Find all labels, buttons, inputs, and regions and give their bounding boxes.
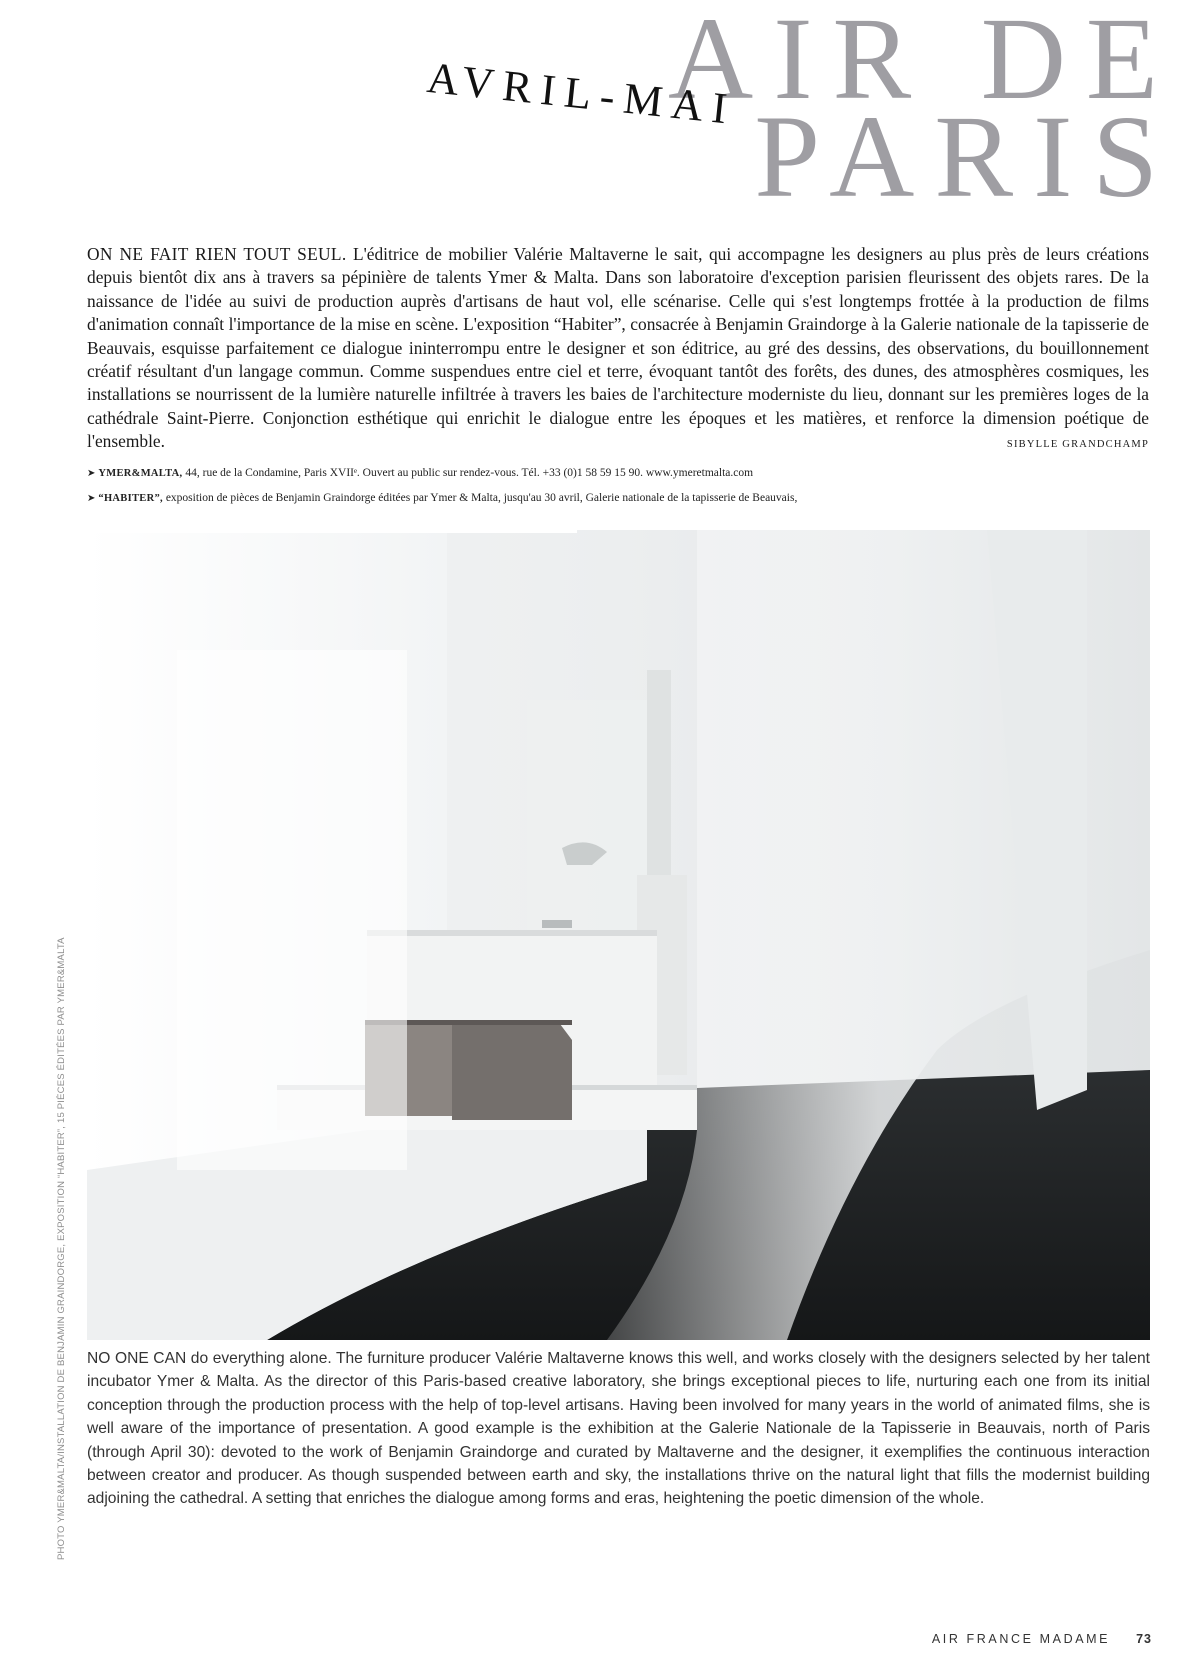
article-english: NO ONE CAN do everything alone. The furniture producer Valérie Maltaverne knows this well, and works closely with the designers selected by her talent incubator Ymer & Malta. As the director of this Paris-based creative laboratory, she brings exceptional pieces to life, nurturing each one from its initial conception through the production process with the help of top-level artisans. Having been involved for many years in the world of animated films, she is well aware of the importance of presentation. A good example is the exhibition at the Galerie Nationale de la Tapisserie in Beauvais, north of Paris (through April 30): devoted to the work of Benjamin Graindorge and curated by Maltaverne and the designer, it exemplifies the continuous interaction between creator and producer. As though suspended between earth and sky, the installations thrive on the natural light that fills the modernist building adjoining the cathedral. A setting that enriches the dialogue among forms and eras, heightening the poetic dimension of the whole. (87, 1350, 1150, 1508)
page-number: 73 (1136, 1632, 1152, 1646)
article-french-body: L'éditrice de mobilier Valérie Maltaverne le sait, qui accompagne les designers au plus près de leurs créations depuis bientôt dix ans à travers sa pépinière de talents Ymer & Malta. Dans son laboratoire d'exception parisien fleurissent des objets rares. De la naissance de l'idée au suivi de production auprès d'artisans de haut vol, elle scénarise. Celle qui s'est longtemps frottée à la production de films d'animation connaît l'importance de la mise en scène. L'exposition “Habiter”, consacrée à Benjamin Graindorge à la Galerie nationale de la tapisserie de Beauvais, esquisse parfaitement ce dialogue ininterrompu entre le designer et son éditrice, au gré des dessins, des observations, du bouillonnement créatif résultant d'un langage commun. Comme suspendues entre ciel et terre, évoquant tantôt des forêts, des dunes, des atmosphères cosmiques, les installations se nourrissent de la lumière naturelle infiltrée à travers les baies de l'architecture moderniste du lieu, donnant sur les premières loges de la cathédrale Saint-Pierre. Conjonction esthétique qui enrichit le dialogue entre les époques et les matières, et renforce la dimension poétique de l'ensemble. (87, 244, 1149, 452)
photo-notch (87, 514, 577, 533)
info-text: 44, rue de la Condamine, Paris XVIIᵉ. Ouvert au public sur rendez-vous. Tél. +33 (0)1 58 59 15 90. www.ymeretmalta.com (182, 467, 754, 479)
info-ymer-malta (87, 465, 1147, 482)
article-french (87, 243, 1149, 457)
info-name: “HABITER”, (98, 493, 163, 504)
byline: SIBYLLE GRANDCHAMP (1006, 439, 1149, 451)
installation-photo-illustration (87, 530, 1150, 1340)
photo-credit: PHOTO YMER&MALTA/INSTALLATION DE BENJAMIN GRAINDORGE, EXPOSITION “HABITER”, 15 PIÈCES ÉDITÉES PAR YMER&MALTA (56, 937, 67, 1560)
info-habiter (87, 490, 1147, 507)
magazine-name: AIR FRANCE MADAME (931, 1632, 1111, 1646)
article-french-lead: ON NE FAIT RIEN TOUT SEUL. (87, 244, 347, 264)
exhibition-photo (87, 530, 1150, 1340)
title-air-de: AIR DE (667, 0, 1178, 124)
info-name: YMER&MALTA, (98, 468, 183, 479)
arrow-bullet-icon: ➤ (87, 493, 96, 504)
title-paris: PARIS (754, 91, 1178, 222)
info-text: exposition de pièces de Benjamin Graindorge éditées par Ymer & Malta, jusqu'au 30 avril, Galerie nationale de la tapisserie de Beauvais, (162, 492, 798, 504)
arrow-bullet-icon: ➤ (87, 468, 96, 479)
title-avril-mai: AVRIL-MAI (424, 52, 739, 135)
page-footer (932, 1632, 1152, 1646)
